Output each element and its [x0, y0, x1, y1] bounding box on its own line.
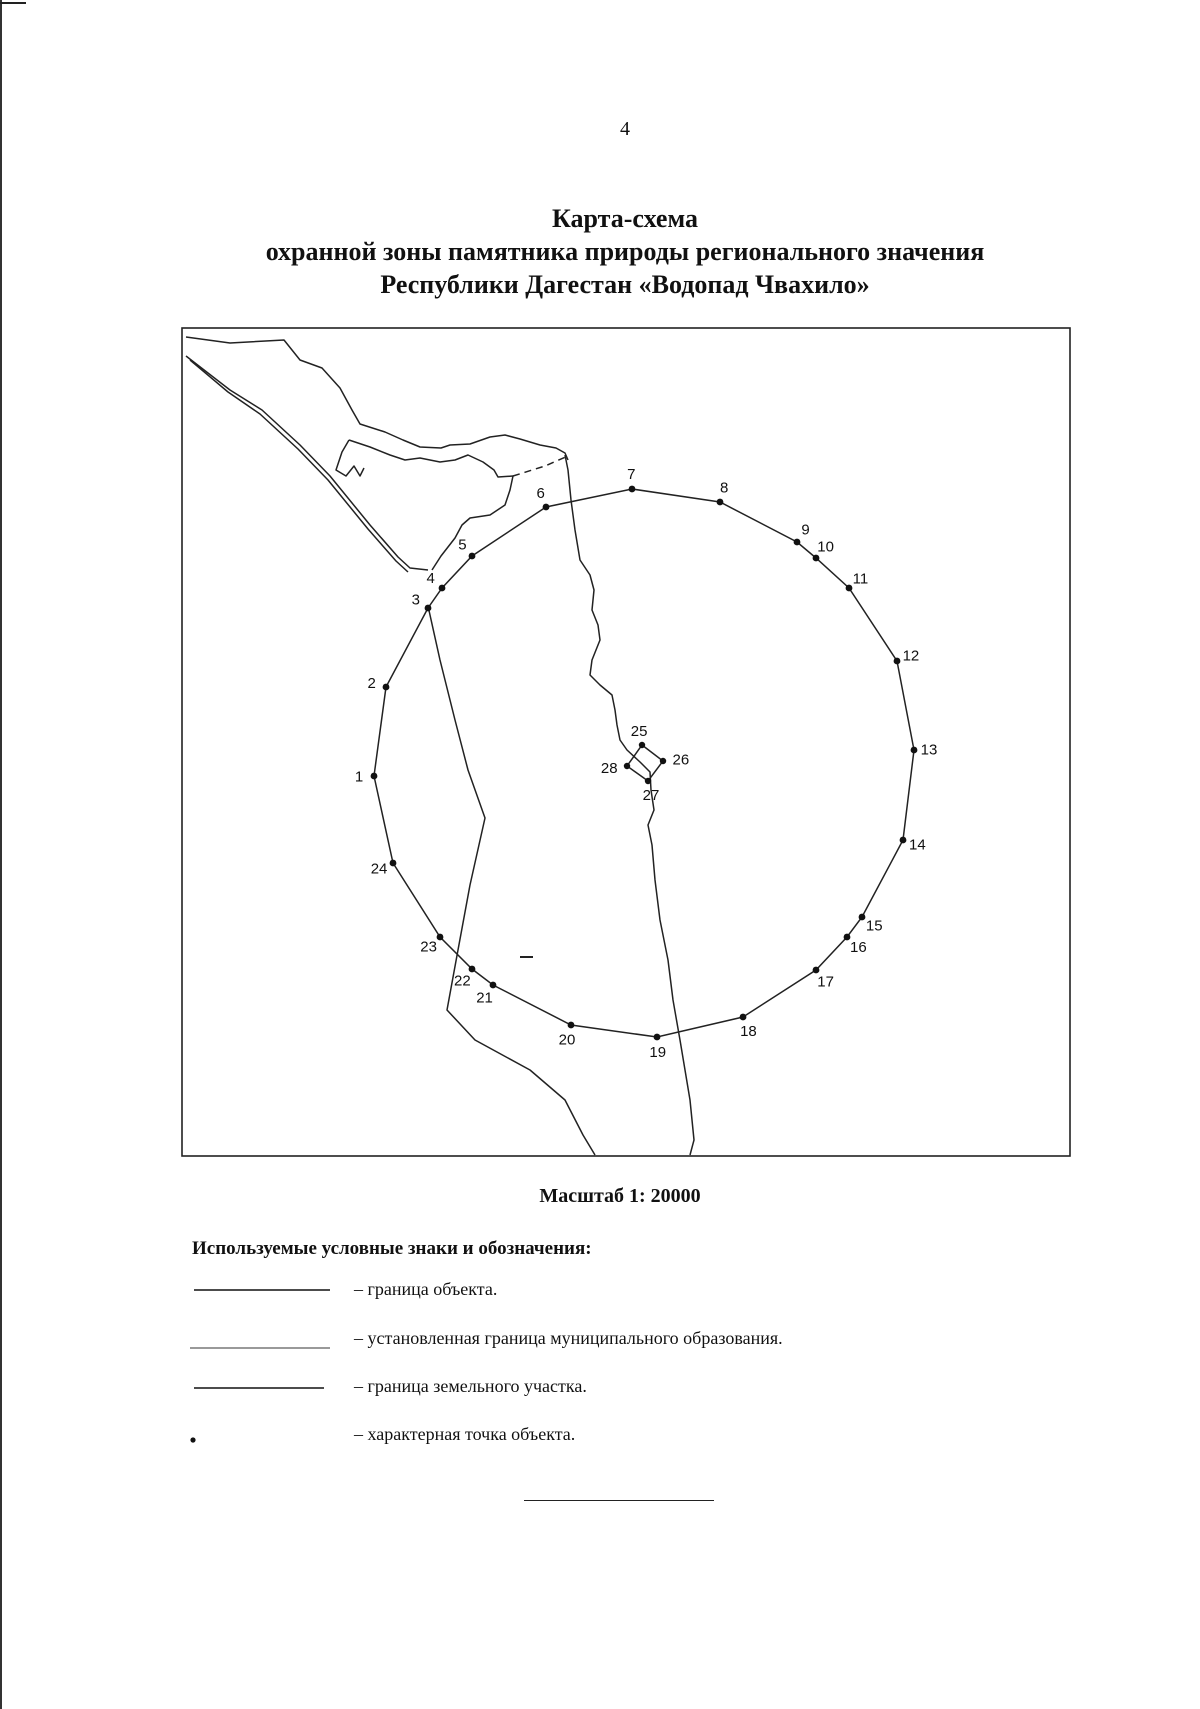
point-label: 10 — [817, 538, 834, 556]
dashed-segment — [513, 456, 568, 476]
point-marker — [469, 966, 476, 973]
scan-edge-mark — [0, 2, 26, 4]
point-label: 25 — [630, 723, 648, 741]
point-marker — [439, 585, 446, 592]
object-boundary — [627, 745, 663, 781]
point-marker — [568, 1022, 575, 1029]
point-label: 11 — [852, 570, 869, 588]
territory-boundary — [190, 360, 408, 572]
point-marker — [813, 555, 820, 562]
point-label: 17 — [817, 973, 834, 991]
point-marker — [543, 504, 550, 511]
legend-item — [190, 1328, 1090, 1352]
legend-item-label: – граница земельного участка. — [354, 1376, 587, 1396]
page-number: 4 — [620, 118, 630, 140]
point-marker — [900, 837, 907, 844]
legend-item-label: – установленная граница муниципального образования. — [354, 1328, 783, 1348]
point-marker — [469, 553, 476, 560]
point-label: 2 — [367, 674, 376, 692]
terrain-lines — [186, 337, 694, 1155]
point-label: 14 — [909, 836, 926, 854]
legend-item — [190, 1279, 1090, 1303]
point-marker — [437, 934, 444, 941]
point-label: 9 — [801, 521, 810, 539]
object-polygon-group — [627, 745, 663, 781]
legend-heading: Используемые условные знаки и обозначения: — [192, 1238, 592, 1259]
title-line-3: Республики Дагестан «Водопад Чвахило» — [380, 270, 870, 299]
map-figure — [181, 327, 1071, 1157]
point-label: 20 — [558, 1031, 576, 1049]
legend-item — [190, 1424, 1090, 1448]
point-label: 15 — [865, 917, 883, 935]
point-label: 27 — [642, 786, 660, 804]
point-marker — [425, 605, 432, 612]
object-boundary-symbol — [190, 1279, 330, 1303]
point-label: 13 — [920, 741, 938, 759]
legend-item — [190, 1376, 1090, 1400]
map-title — [0, 202, 1200, 301]
point-marker — [490, 982, 497, 989]
point-marker — [794, 539, 801, 546]
point-marker — [371, 773, 378, 780]
point-label: 28 — [600, 760, 618, 778]
point-label: 22 — [454, 972, 471, 990]
point-marker — [645, 778, 651, 784]
land-plot-boundary — [428, 606, 595, 1155]
point-label: 18 — [740, 1022, 757, 1040]
legend-item-label: – характерная точка объекта. — [354, 1424, 576, 1444]
point-label: 8 — [720, 479, 729, 497]
closing-rule — [524, 1500, 714, 1501]
point-marker — [629, 486, 636, 493]
point-label: 19 — [649, 1043, 667, 1061]
river-boundary — [336, 440, 364, 476]
point-marker — [846, 585, 853, 592]
land-plot-boundary-symbol — [190, 1376, 330, 1400]
point-marker — [894, 658, 901, 665]
point-label: 21 — [476, 989, 493, 1007]
protection-zone-boundary — [374, 489, 914, 1037]
map-scale: Масштаб 1: 20000 — [539, 1185, 701, 1207]
point-marker — [859, 914, 866, 921]
point-label: 7 — [627, 466, 636, 484]
point-marker — [813, 967, 820, 974]
point-label: 12 — [902, 647, 920, 665]
point-label: 5 — [458, 536, 467, 554]
stream-line — [565, 455, 694, 1155]
point-marker — [639, 742, 645, 748]
river-boundary — [349, 440, 513, 570]
point-label: 6 — [536, 484, 545, 502]
point-marker — [390, 860, 397, 867]
point-label: 3 — [411, 591, 420, 609]
point-label: 16 — [850, 938, 867, 956]
zone-polygon-group — [374, 489, 914, 1037]
point-marker — [911, 747, 918, 754]
point-marker — [740, 1014, 747, 1021]
title-line-1: Карта-схема — [552, 204, 698, 233]
characteristic-point-symbol — [190, 1424, 330, 1448]
title-line-2: охранной зоны памятника природы регионального значения — [265, 237, 985, 266]
point-label: 24 — [370, 860, 388, 878]
municipal-boundary-symbol — [190, 1328, 330, 1352]
point-marker — [654, 1034, 661, 1041]
legend-item-label: – граница объекта. — [354, 1279, 498, 1299]
point-label: 4 — [426, 570, 435, 588]
point-marker — [383, 684, 390, 691]
point-label: 26 — [672, 751, 690, 769]
point-marker — [717, 499, 724, 506]
point-marker — [624, 763, 630, 769]
point-label: 23 — [420, 938, 437, 956]
point-marker — [660, 758, 666, 764]
point-label: 1 — [354, 768, 364, 786]
